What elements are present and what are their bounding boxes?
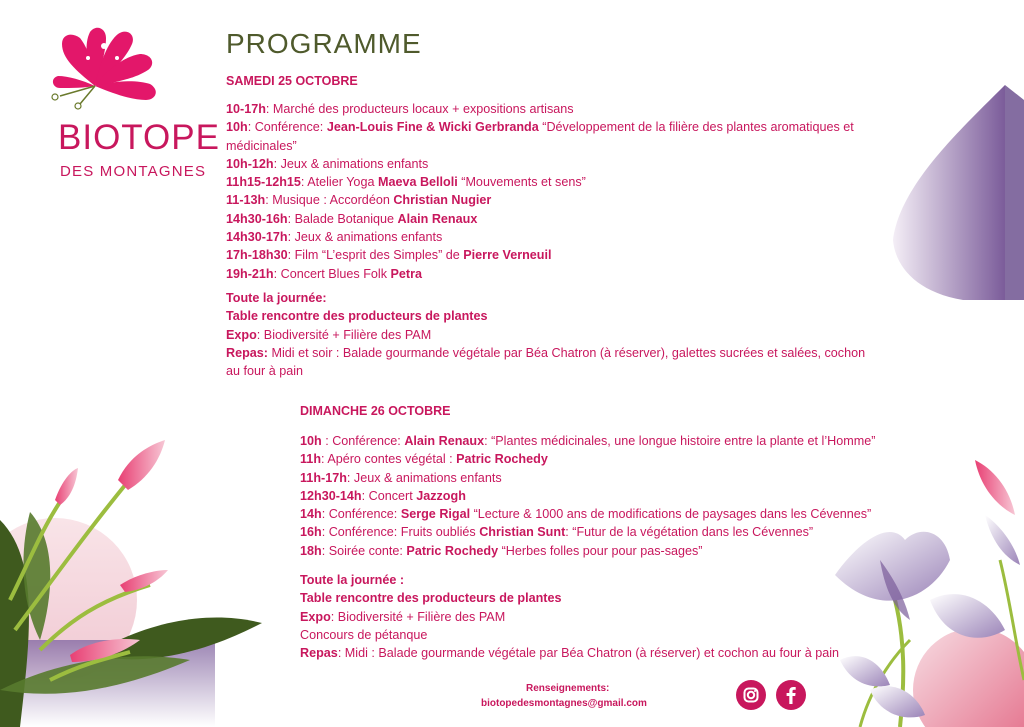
allday-heading: Toute la journée : bbox=[300, 573, 405, 587]
schedule-item: 11h-17h: Jeux & animations enfants bbox=[300, 470, 502, 485]
logo-name: BIOTOPE bbox=[58, 118, 220, 157]
schedule-item: 19h-21h: Concert Blues Folk Petra bbox=[226, 266, 423, 281]
schedule-item: 10h: Conférence: Jean-Louis Fine & Wicki Gerbranda “Développement de la filière des plantes aromatiques et médicinales” bbox=[226, 120, 854, 153]
schedule-item: 14h30-16h: Balade Botanique Alain Renaux bbox=[226, 211, 478, 226]
contact-label: Renseignements: bbox=[526, 683, 610, 694]
contact-email[interactable]: biotopedesmontagnes@gmail.com bbox=[481, 698, 647, 709]
schedule-item: 18h: Soirée conte: Patric Rochedy “Herbes folles pour pour pas-sages” bbox=[300, 543, 703, 558]
allday-expo: Expo: Biodiversité + Filière des PAM bbox=[300, 609, 506, 624]
schedule-item: 17h-18h30: Film “L’esprit des Simples” de Pierre Verneuil bbox=[226, 248, 552, 263]
schedule-item: 11h: Apéro contes végétal : Patric Rochedy bbox=[300, 452, 548, 467]
allday-heading: Toute la journée: bbox=[226, 291, 327, 305]
schedule-item: 14h30-17h: Jeux & animations enfants bbox=[226, 230, 443, 245]
facebook-icon[interactable] bbox=[776, 680, 806, 710]
schedule-item: 10h-12h: Jeux & animations enfants bbox=[226, 156, 429, 171]
schedule-item: 11-13h: Musique : Accordéon Christian Nugier bbox=[226, 193, 492, 208]
schedule-item: 12h30-14h: Concert Jazzogh bbox=[300, 488, 466, 503]
schedule-item: 10-17h: Marché des producteurs locaux + expositions artisans bbox=[226, 102, 574, 116]
saturday-schedule bbox=[226, 100, 926, 283]
allday-expo: Expo: Biodiversité + Filière des PAM bbox=[226, 327, 432, 342]
page-title: PROGRAMME bbox=[226, 28, 422, 59]
allday-table: Table rencontre des producteurs de plantes bbox=[226, 309, 488, 324]
schedule-item: 10h : Conférence: Alain Renaux: “Plantes médicinales, une longue histoire entre la plante et l’Homme” bbox=[300, 434, 876, 448]
logo-subtitle: DES MONTAGNES bbox=[60, 163, 207, 180]
saturday-heading: SAMEDI 25 OCTOBRE bbox=[226, 74, 358, 88]
sunday-schedule bbox=[300, 432, 940, 560]
schedule-item: 11h15-12h15: Atelier Yoga Maeva Belloli “Mouvements et sens” bbox=[226, 175, 586, 190]
sunday-allday bbox=[300, 571, 920, 662]
schedule-item: 14h: Conférence: Serge Rigal “Lecture & 1000 ans de modifications de paysages dans les Cévennes” bbox=[300, 507, 872, 522]
allday-table: Table rencontre des producteurs de plantes bbox=[300, 591, 562, 606]
instagram-icon[interactable] bbox=[736, 680, 766, 710]
allday-repas: Repas: Midi : Balade gourmande végétale par Béa Chatron (à réserver) et cochon au four à pain bbox=[300, 646, 840, 661]
sunday-heading: DIMANCHE 26 OCTOBRE bbox=[300, 404, 451, 418]
allday-petanque: Concours de pétanque bbox=[300, 627, 428, 642]
saturday-allday bbox=[226, 289, 876, 380]
allday-repas: Repas: Midi et soir : Balade gourmande végétale par Béa Chatron (à réserver), galettes sucrées et salées, cochon au four à pain bbox=[226, 345, 866, 379]
schedule-item: 16h: Conférence: Fruits oubliés Christian Sunt: “Futur de la végétation dans les Cévennes” bbox=[300, 525, 814, 540]
